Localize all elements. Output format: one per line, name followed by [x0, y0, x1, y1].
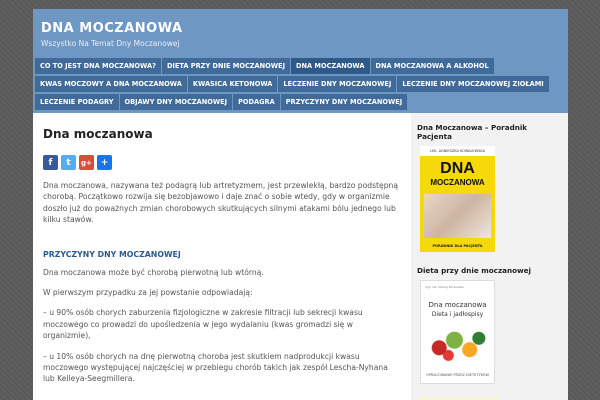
post-content [33, 113, 411, 400]
book-subtitle: PORADNIK DLA PACJENTA [432, 244, 483, 248]
nav-item-przyczyny[interactable]: PRZYCZYNY DNY MOCZANOWEJ [281, 94, 408, 110]
nav-row-1 [35, 57, 566, 75]
book-cover-poradnik[interactable] [420, 146, 495, 252]
site-header [33, 9, 568, 57]
book-subtitle: OPRACOWANIE PRZEZ DIETETYKÓW [426, 373, 489, 377]
facebook-icon[interactable]: f [43, 155, 58, 170]
post-paragraph: – u 10% osób chorych na dnę pierwotną choroba jest skutkiem nadprodukcji kwasu moczowego występującej najczęściej w przebiegu chorób takich jak zespół Lescha-Nyhana lub Kelleya-Seegmillera. [43, 351, 388, 384]
book-title-line2: MOCZANOWA [430, 178, 485, 187]
book-title-line1: Dna moczanowa [428, 301, 487, 309]
share-icon[interactable]: + [97, 155, 112, 170]
book-title-line1: DNA [440, 160, 475, 177]
site-tagline: Wszystko Na Temat Dny Moczanowej [41, 39, 180, 48]
sidebar [411, 113, 568, 400]
share-buttons [43, 155, 401, 170]
nav-item-alkohol[interactable]: DNA MOCZANOWA A ALKOHOL [371, 58, 494, 74]
book-cover-dieta[interactable] [420, 280, 495, 384]
widget-title-dieta: Dieta przy dnie moczanowej [417, 266, 532, 275]
book-title-line2: Dieta i jadłospisy [431, 311, 484, 318]
nav-item-leczenie-ziolami[interactable]: LECZENIE DNY MOCZANOWEJ ZIOŁAMI [397, 76, 548, 92]
google-plus-icon[interactable]: g+ [79, 155, 94, 170]
book-authors: mgr inż. Maciej Borkowski [425, 285, 464, 289]
nav-item-leczenie[interactable]: LECZENIE DNY MOCZANOWEJ [278, 76, 396, 92]
nav-item-leczenie-podagry[interactable]: LECZENIE PODAGRY [35, 94, 119, 110]
nav-item-kwas-moczowy[interactable]: KWAS MOCZOWY A DNA MOCZANOWA [35, 76, 187, 92]
nav-row-3 [35, 93, 566, 111]
nav-item-dna-moczanowa[interactable]: DNA MOCZANOWA [291, 58, 369, 74]
post-paragraph: – u 90% osób chorych zaburzenia fizjologiczne w zakresie filtracji lub sekrecji kwasu moczowego co prowadzi do upośledzenia w jego wydalaniu (kwas gromadzi się w organizmie), [43, 308, 363, 341]
post-intro: Dna moczanowa, nazywana też podagrą lub artretyzmem, jest przewlekłą, bardzo podstępną chorobą. Początkowo rozwija się bezobjawowo i daje znać o sobie wtedy, gdy w organizmie doszło już do poważnych zmian chorobowych skutkujących silnymi atakami bólu jednego lub kilku stawów. [43, 181, 398, 225]
foot-image [424, 194, 491, 238]
main-area [33, 113, 568, 400]
nav-item-podagra[interactable]: PODAGRA [233, 94, 280, 110]
widget-title-poradnik: Dna Moczanowa – Poradnik Pacjenta [417, 123, 528, 141]
nav-item-co-to-jest[interactable]: CO TO JEST DNA MOCZANOWA? [35, 58, 161, 74]
post-paragraph: W pierwszym przypadku za jej powstanie odpowiadają: [43, 288, 253, 298]
page-wrapper [33, 9, 568, 400]
twitter-icon[interactable]: t [61, 155, 76, 170]
nav-item-dieta[interactable]: DIETA PRZY DNIE MOCZANOWEJ [162, 58, 290, 74]
post-title: Dna moczanowa [43, 127, 153, 141]
nav-item-kwasica[interactable]: KWASICA KETONOWA [188, 76, 278, 92]
book-author: LEK. AGNIESZKA KOWALEWSKA [420, 146, 495, 156]
nav-row-2 [35, 75, 566, 93]
nav-item-objawy[interactable]: OBJAWY DNY MOCZANOWEJ [120, 94, 233, 110]
site-title[interactable]: DNA MOCZANOWA [41, 21, 183, 36]
main-nav [33, 57, 568, 113]
section-heading: PRZYCZYNY DNY MOCZANOWEJ [43, 249, 181, 259]
vegetables-image [427, 325, 488, 363]
post-paragraph: Dna moczanowa może być chorobą pierwotną lub wtórną. [43, 267, 264, 277]
